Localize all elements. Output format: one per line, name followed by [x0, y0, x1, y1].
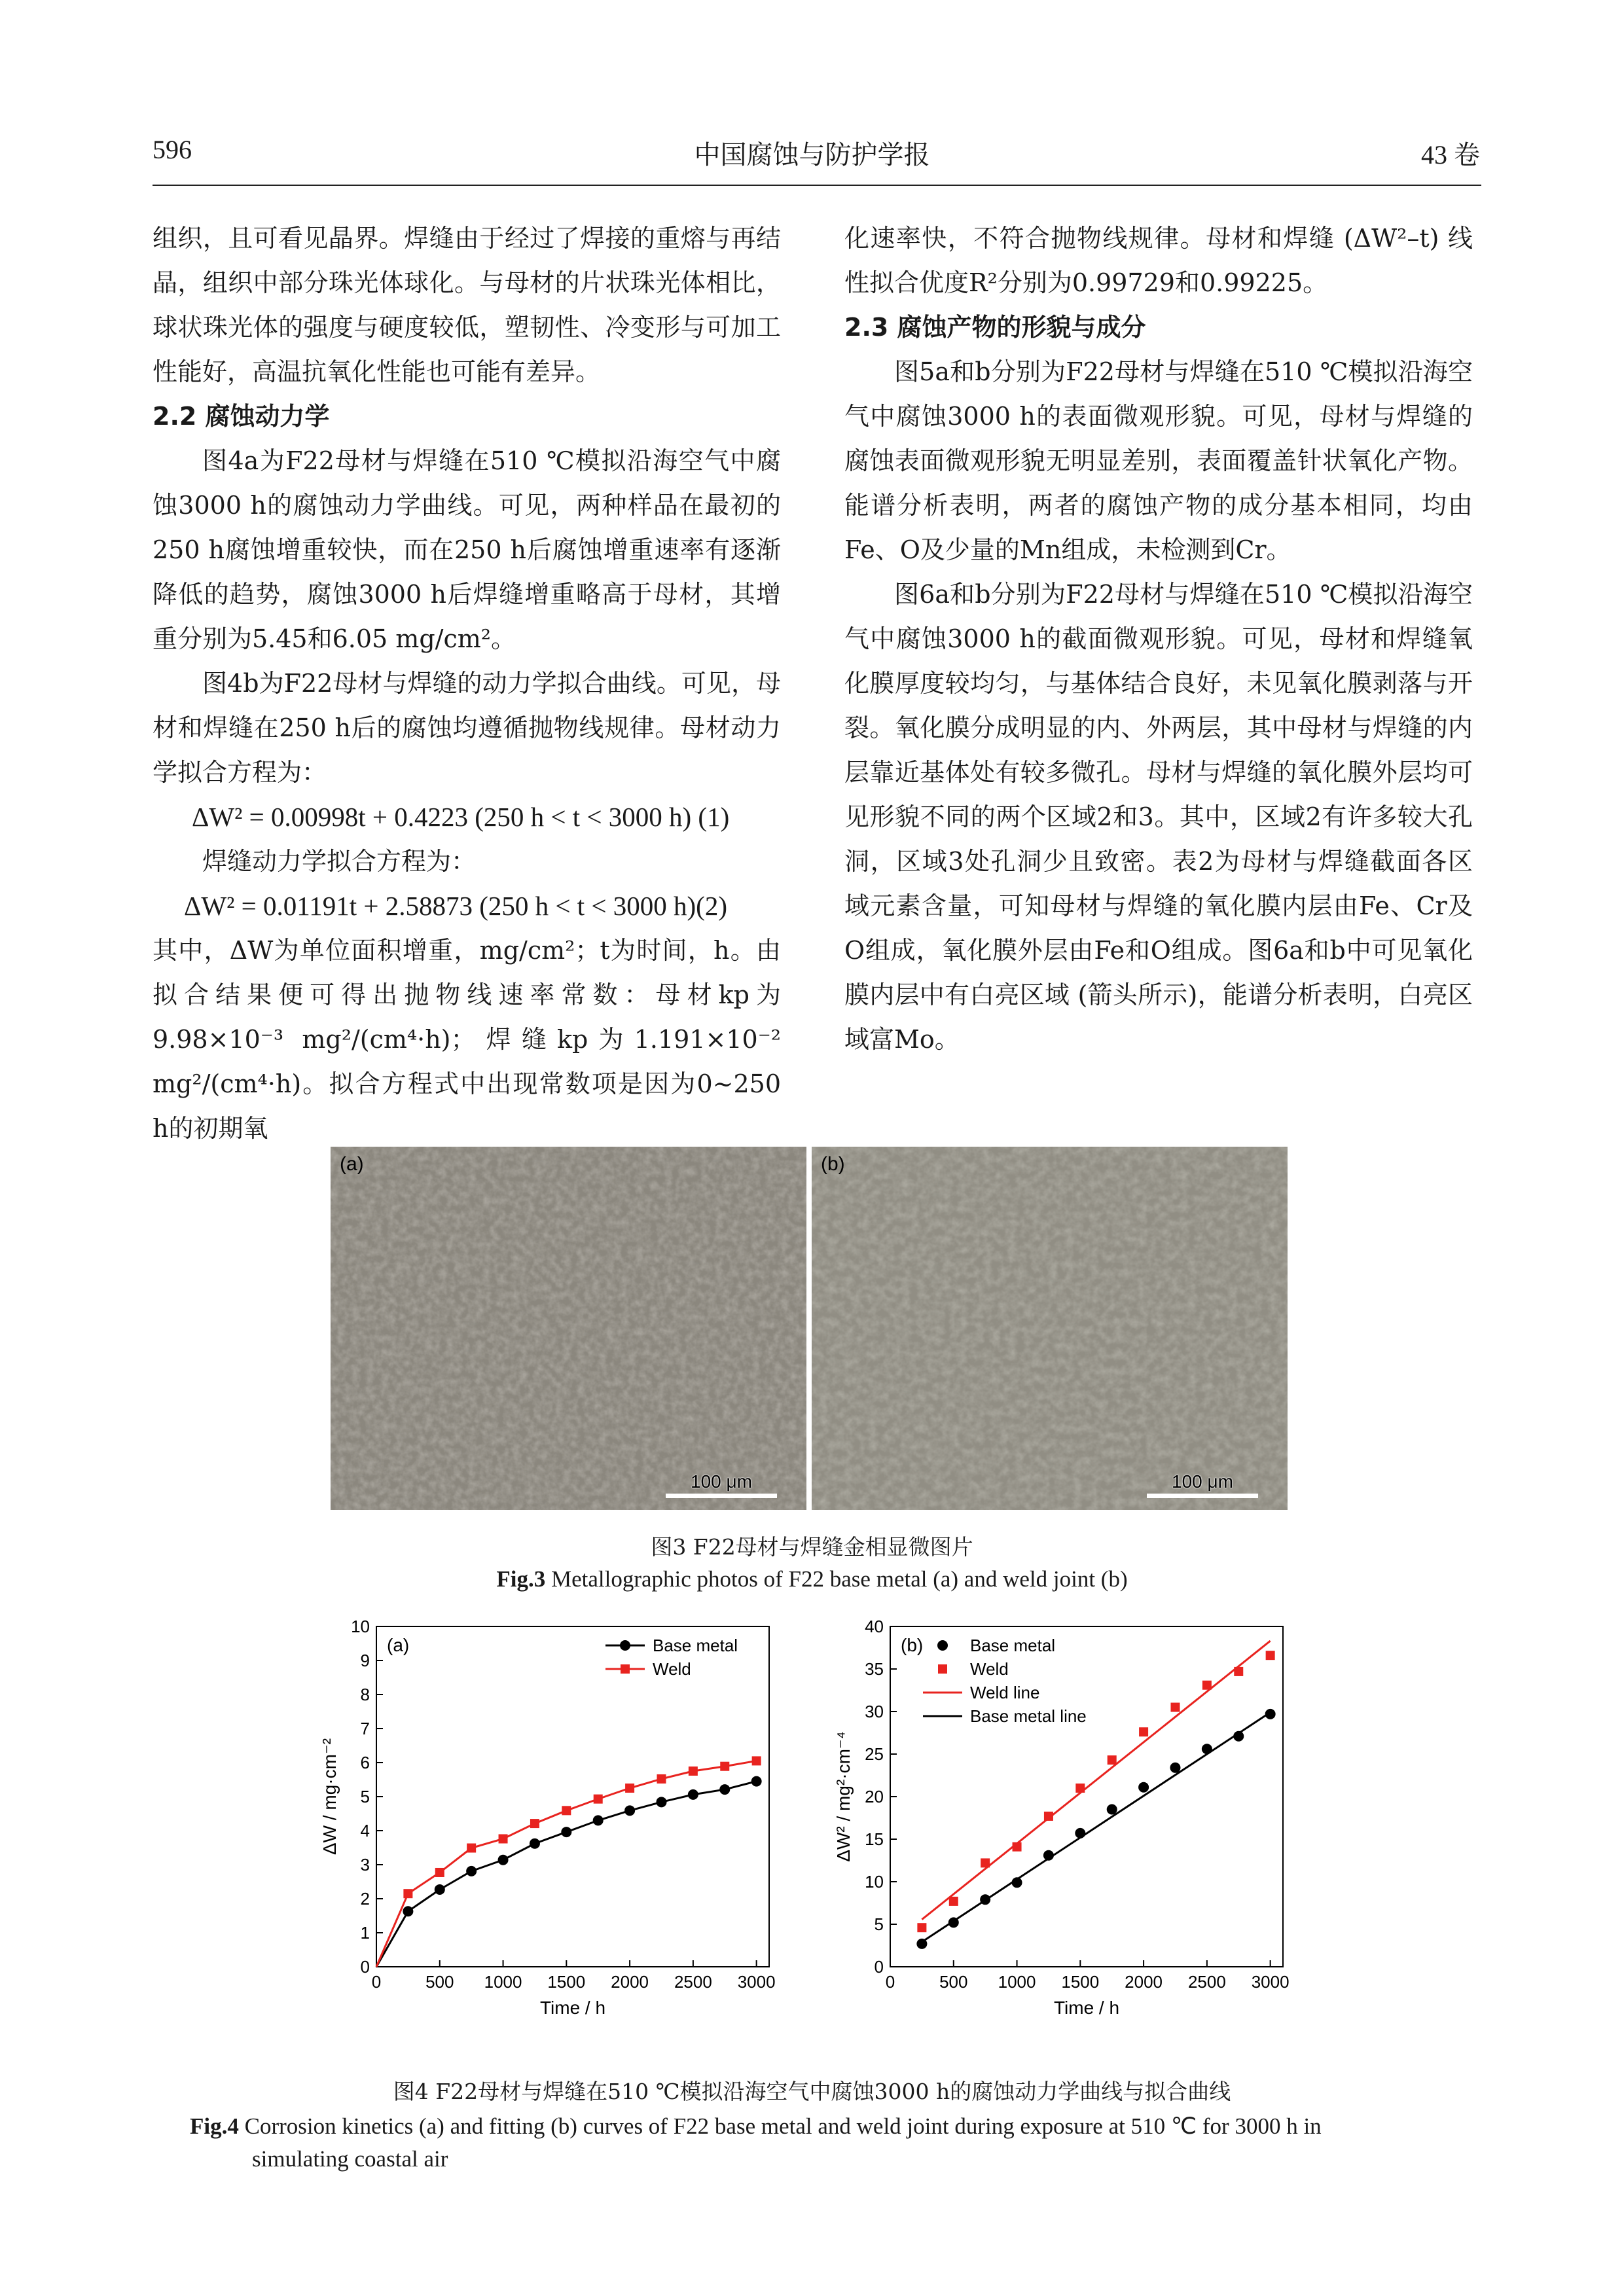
figure3-caption-label: Fig.3	[496, 1566, 546, 1592]
scale-bar	[666, 1471, 777, 1498]
y-tick-label: 8	[360, 1685, 370, 1704]
chart-corrosion-kinetics	[314, 1613, 812, 2058]
x-tick-label: 2500	[1187, 1972, 1226, 1992]
data-point	[530, 1819, 539, 1828]
data-point	[1170, 1703, 1180, 1712]
x-tick-label: 2000	[611, 1972, 649, 1992]
x-axis-label: Time / h	[1053, 1998, 1120, 2018]
data-point	[1139, 1727, 1148, 1736]
data-point	[624, 1805, 635, 1816]
data-point	[467, 1844, 476, 1853]
volume-label: 43 卷	[1421, 140, 1480, 170]
y-tick-label: 9	[360, 1651, 370, 1670]
data-point	[530, 1839, 540, 1849]
legend-swatch	[938, 1664, 947, 1674]
panel-label: (a)	[387, 1635, 410, 1655]
y-tick-label: 30	[865, 1702, 884, 1721]
journal-title: 中国腐蚀与防护学报	[694, 140, 930, 170]
data-point	[403, 1906, 413, 1916]
data-point	[466, 1866, 477, 1876]
y-tick-label: 10	[865, 1872, 884, 1892]
y-tick-label: 4	[360, 1821, 370, 1840]
x-tick-label: 1000	[484, 1972, 522, 1992]
scale-bar-label: 100 μm	[1172, 1471, 1233, 1492]
right-column	[844, 216, 1473, 1062]
data-point	[656, 1797, 666, 1807]
y-tick-label: 0	[360, 1957, 370, 1977]
chart-fitting-curves	[828, 1613, 1326, 2058]
section-heading-2-2: 2.2 腐蚀动力学	[153, 402, 330, 431]
legend-swatch	[621, 1664, 630, 1674]
x-axis-label: Time / h	[539, 1998, 606, 2018]
data-point	[594, 1795, 603, 1804]
data-point	[720, 1762, 729, 1771]
figure4-caption-text-2: simulating coastal air	[252, 2146, 448, 2172]
x-tick-label: 3000	[737, 1972, 776, 1992]
scale-bar	[1147, 1471, 1258, 1498]
legend-label: Weld line	[970, 1683, 1040, 1702]
plot-frame	[376, 1626, 769, 1967]
paragraph: 图6a和b分别为F22母材与焊缝在510 ℃模拟沿海空气中腐蚀3000 h的截面微观形貌。可见，母材和焊缝氧化膜厚度较均匀，与基体结合良好，未见氧化膜剥落与开裂。氧化膜分成明显的内、外两层，其中母材与焊缝的内层靠近基体处有较多微孔。母材与焊缝的氧化膜外层均可见形貌不同的两个区域2和3。其中，区域2有许多较大孔洞，区域3处孔洞少且致密。表2为母材与焊缝截面各区域元素含量，可知母材与焊缝的氧化膜内层由Fe、Cr及O组成，氧化膜外层由Fe和O组成。图6a和b中可见氧化膜内层中有白亮区域 (箭头所示)，能谱分析表明，白亮区域富Mo。	[844, 580, 1473, 1054]
data-point	[657, 1774, 666, 1784]
data-point	[688, 1789, 698, 1800]
data-point	[1107, 1804, 1117, 1815]
series-line-weld	[376, 1761, 757, 1967]
paragraph: 其中，ΔW为单位面积增重，mg/cm²；t为时间，h。由拟合结果便可得出抛物线速率常数：母材kp为9.98×10⁻³ mg²/(cm⁴·h)；焊缝kp为1.191×10⁻² mg²/(cm⁴·h)。拟合方程式中出现常数项是因为0~250 h的初期氧	[153, 936, 781, 1143]
micrograph-weld-joint	[812, 1147, 1288, 1510]
figure3-caption-en	[0, 1566, 1624, 1592]
y-axis-label: ΔW / mg·cm⁻²	[319, 1738, 340, 1856]
y-tick-label: 10	[351, 1617, 370, 1636]
panel-label: (b)	[901, 1635, 924, 1655]
data-point	[751, 1776, 762, 1787]
x-tick-label: 0	[371, 1972, 382, 1992]
paragraph: 组织，且可看见晶界。焊缝由于经过了焊接的重熔与再结晶，组织中部分珠光体球化。与母材的片状珠光体相比，球状珠光体的强度与硬度较低，塑韧性、冷变形与可加工性能好，高温抗氧化性能也可能有差异。	[153, 224, 781, 386]
panel-label-b: (b)	[821, 1153, 845, 1175]
x-tick-label: 2500	[674, 1972, 712, 1992]
x-tick-label: 0	[885, 1972, 895, 1992]
x-tick-label: 2000	[1125, 1972, 1163, 1992]
left-column	[153, 216, 781, 1151]
section-heading-2-3: 2.3 腐蚀产物的形貌与成分	[844, 313, 1146, 342]
header-rule	[153, 185, 1481, 186]
equation-2: ΔW² = 0.01191t + 2.58873 (250 h < t < 3000 h)(2)	[184, 891, 727, 921]
x-tick-label: 1000	[998, 1972, 1036, 1992]
legend-swatch	[620, 1640, 630, 1651]
figure4-caption-cn: 图4 F22母材与焊缝在510 ℃模拟沿海空气中腐蚀3000 h的腐蚀动力学曲线与拟合曲线	[393, 2079, 1231, 2104]
data-point	[719, 1784, 730, 1795]
paragraph: 图4a为F22母材与焊缝在510 ℃模拟沿海空气中腐蚀3000 h的腐蚀动力学曲线。可见，两种样品在最初的250 h腐蚀增重较快，而在250 h后腐蚀增重速率有逐渐降低的趋势，腐蚀3000 h后焊缝增重略高于母材，其增重分别为5.45和6.05 mg/cm²。	[153, 446, 781, 653]
y-tick-label: 1	[360, 1923, 370, 1943]
figure4-caption-en	[190, 2110, 1466, 2176]
equation-1: ΔW² = 0.00998t + 0.4223 (250 h < t < 3000 h) (1)	[192, 802, 730, 832]
legend-label: Weld	[970, 1659, 1009, 1679]
x-tick-label: 500	[425, 1972, 454, 1992]
y-tick-label: 5	[360, 1787, 370, 1806]
y-tick-label: 7	[360, 1719, 370, 1738]
x-tick-label: 1500	[1061, 1972, 1100, 1992]
y-tick-label: 2	[360, 1889, 370, 1909]
data-point	[498, 1855, 509, 1865]
data-point	[499, 1834, 508, 1843]
x-tick-label: 1500	[547, 1972, 586, 1992]
y-tick-label: 3	[360, 1855, 370, 1874]
paragraph: 图4b为F22母材与焊缝的动力学拟合曲线。可见，母材和焊缝在250 h后的腐蚀均遵循抛物线规律。母材动力学拟合方程为：	[153, 669, 781, 787]
legend-label: Base metal line	[970, 1706, 1087, 1726]
data-point	[435, 1868, 444, 1877]
legend-label: Base metal	[970, 1636, 1056, 1655]
data-point	[752, 1756, 761, 1765]
y-tick-label: 5	[874, 1914, 884, 1934]
data-point	[949, 1897, 958, 1906]
y-tick-label: 20	[865, 1787, 884, 1806]
data-point	[1170, 1763, 1180, 1773]
legend-label: Weld	[653, 1659, 691, 1679]
figure3-caption-cn: 图3 F22母材与焊缝金相显微图片	[651, 1534, 973, 1560]
y-axis-label: ΔW² / mg²·cm⁻⁴	[833, 1731, 854, 1862]
fit-line-base-metal-line	[922, 1712, 1270, 1942]
data-point	[917, 1923, 926, 1932]
data-point	[435, 1884, 445, 1895]
data-point	[689, 1767, 698, 1776]
y-tick-label: 40	[865, 1617, 884, 1636]
figure4-caption-text: Corrosion kinetics (a) and fitting (b) curves of F22 base metal and weld joint during exposure at 510 ℃ for 3000 h in	[238, 2113, 1322, 2139]
data-point	[1108, 1755, 1117, 1765]
y-tick-label: 0	[874, 1957, 884, 1977]
data-point	[403, 1889, 412, 1898]
page-number: 596	[153, 135, 192, 164]
data-point	[625, 1784, 634, 1793]
scale-bar-label: 100 μm	[691, 1471, 752, 1492]
figure4-caption-label: Fig.4	[190, 2113, 239, 2139]
micrograph-base-metal	[331, 1147, 806, 1510]
data-point	[561, 1827, 571, 1837]
panel-label-a: (a)	[340, 1153, 364, 1175]
x-tick-label: 500	[939, 1972, 968, 1992]
data-point	[562, 1806, 571, 1815]
paragraph: 焊缝动力学拟合方程为：	[202, 847, 477, 876]
data-point	[593, 1815, 604, 1825]
y-tick-label: 15	[865, 1829, 884, 1849]
paragraph: 图5a和b分别为F22母材与焊缝在510 ℃模拟沿海空气中腐蚀3000 h的表面微观形貌。可见，母材与焊缝的腐蚀表面微观形貌无明显差别，表面覆盖针状氧化产物。能谱分析表明，两者的腐蚀产物的成分基本相同，均由Fe、O及少量的Mn组成，未检测到Cr。	[844, 357, 1473, 564]
data-point	[1138, 1782, 1149, 1793]
paragraph: 化速率快，不符合抛物线规律。母材和焊缝 (ΔW²–t) 线性拟合优度R²分别为0.99729和0.99225。	[844, 224, 1473, 297]
x-tick-label: 3000	[1251, 1972, 1290, 1992]
y-tick-label: 25	[865, 1744, 884, 1764]
legend-label: Base metal	[653, 1636, 738, 1655]
y-tick-label: 35	[865, 1659, 884, 1679]
figure3-caption-text: Metallographic photos of F22 base metal (a) and weld joint (b)	[545, 1566, 1128, 1592]
legend-swatch	[937, 1640, 948, 1651]
data-point	[1266, 1651, 1275, 1660]
y-tick-label: 6	[360, 1753, 370, 1772]
